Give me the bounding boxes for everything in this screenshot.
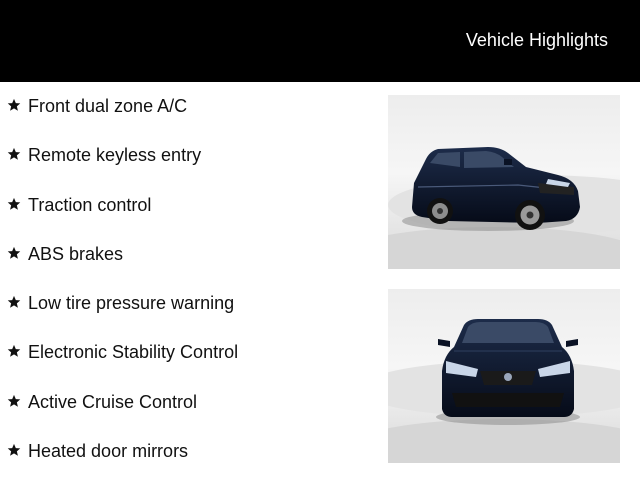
feature-label: ABS brakes (28, 243, 124, 264)
star-icon (7, 295, 21, 309)
feature-label: Heated door mirrors (28, 441, 189, 462)
feature-list (7, 94, 377, 480)
star-icon (7, 394, 21, 408)
star-icon (7, 246, 21, 260)
suv-side-image (388, 95, 620, 269)
feature-label: Electronic Stability Control (28, 342, 239, 363)
star-icon (7, 197, 21, 211)
list-item (7, 291, 377, 340)
star-icon (7, 443, 21, 457)
list-item (7, 143, 377, 192)
list-item (7, 390, 377, 439)
header-bar (0, 0, 640, 82)
list-item (7, 439, 377, 480)
suv-front-image (388, 289, 620, 463)
star-icon (7, 344, 21, 358)
feature-label: Low tire pressure warning (28, 293, 235, 314)
page-title: Vehicle Highlights (465, 30, 608, 50)
star-icon (7, 147, 21, 161)
feature-label: Traction control (28, 194, 152, 215)
feature-label: Front dual zone A/C (28, 96, 188, 116)
vehicle-photo-side (388, 95, 620, 269)
vehicle-photo-front (388, 289, 620, 463)
list-item (7, 94, 377, 143)
list-item (7, 242, 377, 291)
list-item (7, 193, 377, 242)
feature-label: Remote keyless entry (28, 145, 202, 166)
feature-label: Active Cruise Control (28, 391, 198, 412)
list-item (7, 340, 377, 389)
star-icon (7, 98, 21, 112)
